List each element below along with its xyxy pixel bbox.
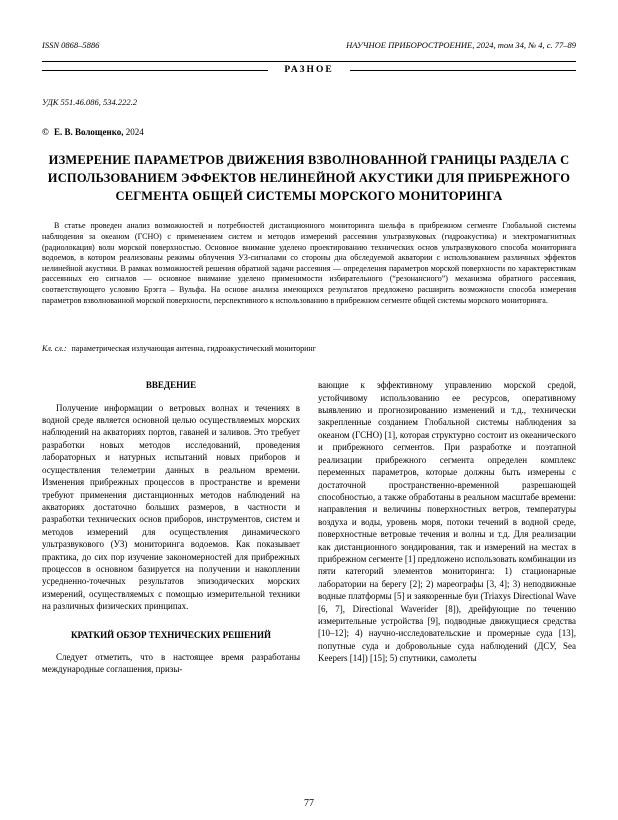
issn-label: ISSN 0868–5886 [42,40,100,50]
introduction-paragraph: Получение информации о ветровых волнах и течениях в водной среде является основной целью осуществляемых морских наблюдений на акваториях портов, гаваней и заливов. Это требует разработки новых методов исследований, проведения лабораторных и натурных испытаний новых приборов и осуществления телеметрии данных в реальном времени. Изменения прибрежных процессов в пространстве и времени требуют применения дистанционных методов наблюдений на акваториях достаточно больших размеров, в частности и разработки технических основ приборов, инструментов, систем и методов измерений для осуществления динамического ультразвукового (УЗ) мониторинга водоемов. Как показывает практика, до сих пор изучение закономерностей для прибрежных процессов в основном базируется на получении и накоплении усредненно-точечных результатов эпизодических морских измерений, осуществляемых с помощью измерительной техники на различных физических принципах. [42,402,300,612]
banner-right-rule [350,70,576,71]
banner-left-rule [42,70,268,71]
copyright-year: 2024 [125,127,144,137]
copyright-line [42,127,576,137]
article-title: ИЗМЕРЕНИЕ ПАРАМЕТРОВ ДВИЖЕНИЯ ВЗВОЛНОВАННОЙ ГРАНИЦЫ РАЗДЕЛА С ИСПОЛЬЗОВАНИЕМ ЭФФЕКТОВ НЕЛИНЕЙНОЙ АКУСТИКИ ДЛЯ ПРИБРЕЖНОГО СЕГМЕНТА ОБЩЕЙ СИСТЕМЫ МОРСКОГО МОНИТОРИНГА [47,153,571,203]
review-paragraph-start: Следует отметить, что в настоящее время разработаны международные соглашения, призы- [42,651,300,675]
section-title: РАЗНОЕ [284,65,334,75]
udc-line: УДК 551.46.086, 534.222.2 [42,97,138,107]
heading-technical-review: КРАТКИЙ ОБЗОР ТЕХНИЧЕСКИХ РЕШЕНИЙ [70,629,272,640]
keywords-text: параметрическая излучающая антенна, гидроакустический мониторинг [71,344,316,354]
author-name: Е. В. Волощенко, [53,127,124,137]
left-column [42,379,300,676]
review-paragraph-continuation: вающие к эффективному управлению морской средой, устойчивому использованию ее ресурсов, оперативному выявлению и прогнозированию изменений и т.д., технически закрепленные созданием Глобальной системы наблюдения за океаном (ГСНО) [1], которая структурно состоит из океанического и прибрежного сегментов. При разработке и поэтапной реализации прибрежного сегмента определен комплекс переменных параметров, которые должны быть измерены с достаточной пространственно-временной разрешающей способностью, а также обработаны в реальном масштабе времени: направления и величины поверхностных ветров, температуры воздуха и воды, уровень моря, потоки течений в водной среде, поверхностные ветровые течения и волны и т.д. Для реализации как дистанционного зондирования, так и измерений на местах в прибрежном сегменте [1] предложено использовать комбинации из пяти категорий элементов мониторинга: 1) стационарные лаборатории на берегу [2]; 2) мареографы [3, 4]; 3) неподвижные водные платформы [5] и заякоренные буи (Triaxys Directional Wave [6, 7], Directional Waverider [8]), дрейфующие по течению измерительные устройства [9], подводные движущиеся средства [10–12]; 4) научно-исследовательские и промерные суда [13], попутные суда и добровольные суда наблюдений (ДСУ, Sea Keepers [14]) [15]; 5) спутники, самолеты [318,380,576,664]
copyright-icon: © [42,127,49,137]
section-banner [42,61,576,75]
right-column [318,379,576,676]
page-header [42,40,576,50]
journal-reference: НАУЧНОЕ ПРИБОРОСТРОЕНИЕ, 2024, том 34, № 4, c. 77–89 [346,40,576,50]
keywords-line [42,344,576,353]
two-column-body [42,379,576,676]
page-number: 77 [304,798,314,809]
abstract-text: В статье проведен анализ возможностей и потребностей дистанционного мониторинга шельфа в прибрежном сегменте Глобальной системы наблюдения за океаном (ГСНО) с применением систем и методов измерений рассеяния ультразвуковых (гидроакустика) и электромагнитных (радиолокация) волн морской поверхностью. Основное внимание уделено проектированию технических основ ультразвукового способа мониторинга водоемов, в котором реализованы режимы облучения УЗ-сигналами со стороны дна обследуемой акватории с использованием различных эффектов нелинейной акустики. В рамках возможностей решения обратной задачи рассеяния — определения параметров морской поверхности по характеристикам рассеянных ею сигналов — основное внимание уделено применимости избирательного (“резонансного”) механизма обратного рассеяния, соответствующего условию Брэгга – Вульфа. На основе анализа имеющихся результатов предложено расширить возможности способа измерения параметров взволнованной морской поверхности, перспективного к использованию в прибрежном сегменте общей системы морского мониторинга. [42,221,576,305]
keywords-label: Кл. сл.: [42,344,67,354]
banner-top-rule [42,61,576,62]
heading-introduction: ВВЕДЕНИЕ [145,380,197,391]
